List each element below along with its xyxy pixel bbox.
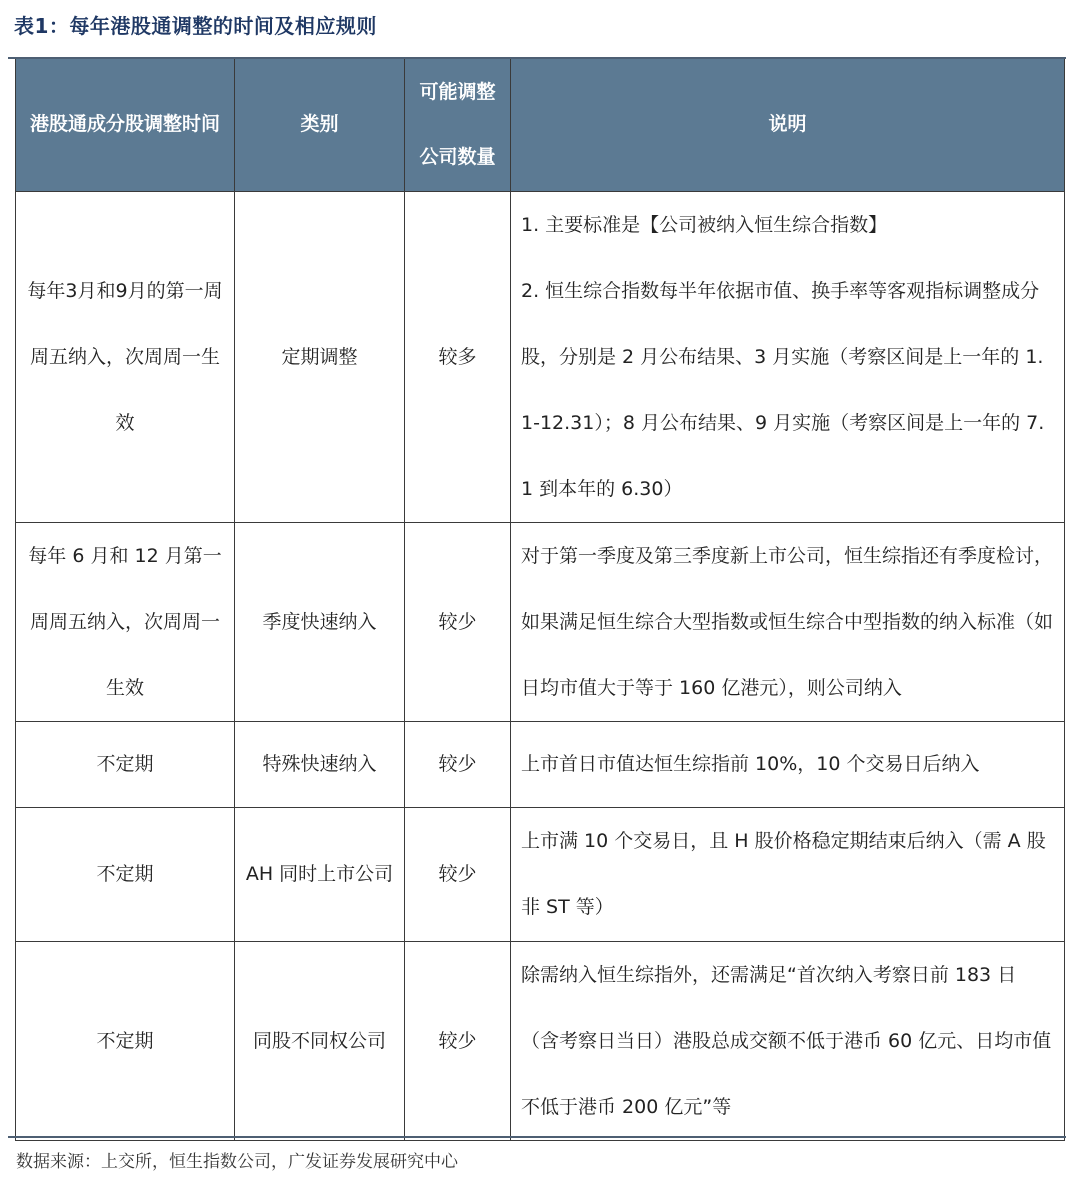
bottom-divider bbox=[8, 1136, 1066, 1138]
source-note: 数据来源：上交所，恒生指数公司，广发证券发展研究中心 bbox=[16, 1152, 458, 1172]
rules-table bbox=[15, 59, 1065, 1141]
explain-line: 1. 主要标准是【公司被纳入恒生综合指数】 bbox=[521, 213, 888, 236]
cell-time: 每年 6 月和 12 月第一周周五纳入，次周周一生效 bbox=[16, 522, 235, 721]
table-row bbox=[16, 721, 1065, 807]
cell-category: 定期调整 bbox=[235, 191, 405, 522]
header-count: 可能调整公司数量 bbox=[405, 59, 511, 191]
cell-explain bbox=[511, 191, 1065, 522]
cell-explain bbox=[511, 721, 1065, 807]
cell-explain bbox=[511, 807, 1065, 941]
table-row bbox=[16, 807, 1065, 941]
table-row bbox=[16, 191, 1065, 522]
cell-count: 较少 bbox=[405, 721, 511, 807]
cell-category: 季度快速纳入 bbox=[235, 522, 405, 721]
cell-category: 特殊快速纳入 bbox=[235, 721, 405, 807]
cell-explain bbox=[511, 522, 1065, 721]
header-explain: 说明 bbox=[511, 59, 1065, 191]
cell-count: 较少 bbox=[405, 807, 511, 941]
cell-time: 不定期 bbox=[16, 721, 235, 807]
header-time: 港股通成分股调整时间 bbox=[16, 59, 235, 191]
explain-line: 上市首日市值达恒生综指前 10%，10 个交易日后纳入 bbox=[521, 753, 980, 775]
cell-time: 每年3月和9月的第一周周五纳入，次周周一生效 bbox=[16, 191, 235, 522]
explain-line: 2. 恒生综合指数每半年依据市值、换手率等客观指标调整成分股，分别是 2 月公布结果、3 月实施（考察区间是上一年的 1.1-12.31）；8 月公布结果、9 月实施（考察区间是上一年的 7.1 到本年的 6.30） bbox=[521, 279, 1045, 500]
cell-count: 较多 bbox=[405, 191, 511, 522]
explain-line: 上市满 10 个交易日，且 H 股价格稳定期结束后纳入（需 A 股非 ST 等） bbox=[521, 830, 1046, 918]
cell-category: AH 同时上市公司 bbox=[235, 807, 405, 941]
explain-line: 对于第一季度及第三季度新上市公司，恒生综指还有季度检讨，如果满足恒生综合大型指数或恒生综合中型指数的纳入标准（如日均市值大于等于 160 亿港元），则公司纳入 bbox=[521, 544, 1054, 699]
explain-line: 除需纳入恒生综指外，还需满足“首次纳入考察日前 183 日（含考察日当日）港股总成交额不低于港币 60 亿元、日均市值不低于港币 200 亿元”等 bbox=[521, 963, 1052, 1118]
header-category: 类别 bbox=[235, 59, 405, 191]
table-row bbox=[16, 941, 1065, 1140]
cell-count: 较少 bbox=[405, 941, 511, 1140]
cell-time: 不定期 bbox=[16, 807, 235, 941]
cell-explain bbox=[511, 941, 1065, 1140]
table-row bbox=[16, 522, 1065, 721]
cell-count: 较少 bbox=[405, 522, 511, 721]
cell-time: 不定期 bbox=[16, 941, 235, 1140]
cell-category: 同股不同权公司 bbox=[235, 941, 405, 1140]
page-title: 表1：每年港股通调整的时间及相应规则 bbox=[14, 14, 377, 38]
table-header-row bbox=[16, 59, 1065, 191]
